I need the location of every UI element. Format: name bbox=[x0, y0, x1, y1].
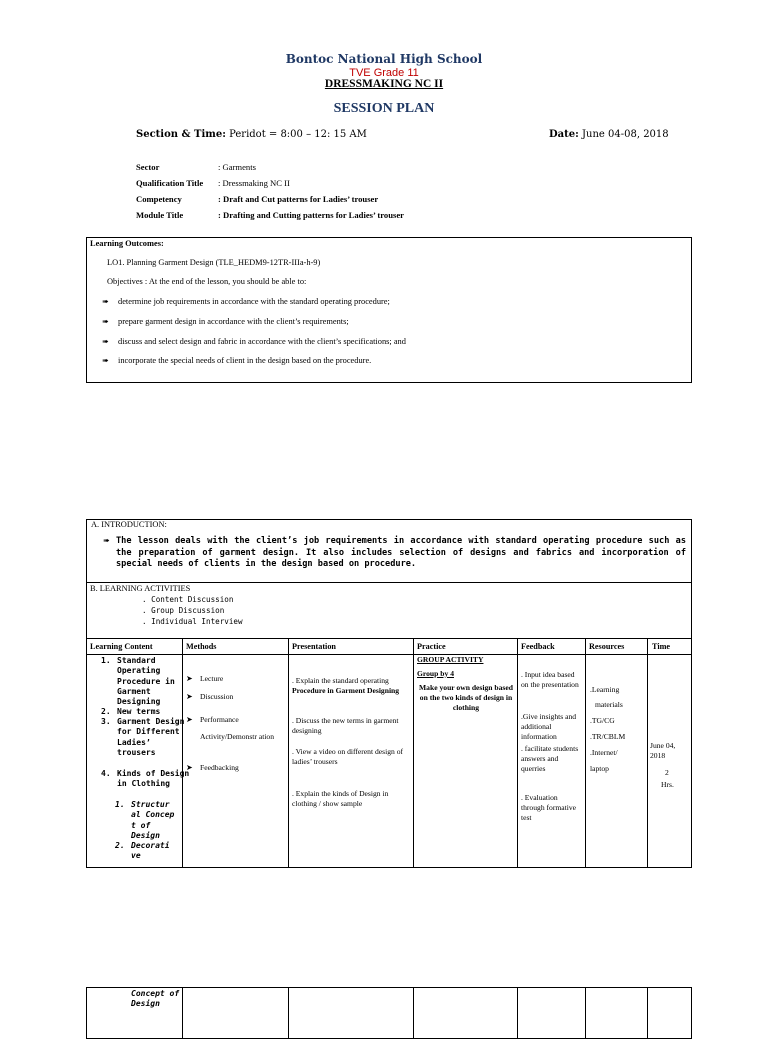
learning-outcome: LO1. Planning Garment Design (TLE_HEDM9-12TR-IIIa-h-9) bbox=[107, 258, 321, 267]
col-header: Resources bbox=[589, 642, 625, 651]
info-value: : Dressmaking NC II bbox=[218, 178, 290, 188]
resource-item: materials bbox=[595, 700, 623, 709]
divider bbox=[87, 582, 691, 583]
practice-title: GROUP ACTIVITY bbox=[417, 655, 484, 664]
info-value: : Drafting and Cutting patterns for Ladies’ trouser bbox=[218, 210, 404, 220]
resource-item: .TR/CBLM bbox=[590, 732, 626, 741]
info-key: Qualification Title bbox=[136, 178, 204, 188]
bullet-icon: ➠ bbox=[102, 356, 109, 365]
column-line bbox=[517, 638, 518, 867]
info-value: : Garments bbox=[218, 162, 256, 172]
bullet-icon: ➠ bbox=[102, 317, 109, 326]
activity-item: . Individual Interview bbox=[142, 617, 243, 626]
resource-item: .Internet/ bbox=[590, 748, 618, 757]
section-time bbox=[136, 129, 367, 140]
section-time-value: Peridot = 8:00 – 12: 15 AM bbox=[229, 129, 367, 140]
session-date bbox=[549, 129, 669, 140]
column-line bbox=[517, 988, 518, 1038]
objective-item: incorporate the special needs of client in the design based on the procedure. bbox=[118, 356, 372, 365]
bullet-icon: ➠ bbox=[102, 297, 109, 306]
column-line bbox=[647, 638, 648, 867]
bullet-icon: ➠ bbox=[102, 337, 109, 346]
practice-group: Group by 4 bbox=[417, 669, 454, 678]
activity-item: . Group Discussion bbox=[142, 606, 225, 615]
divider bbox=[87, 638, 691, 639]
arrow-icon: ➤ bbox=[186, 692, 193, 701]
introduction-text: The lesson deals with the client’s job requirements in accordance with standard operating procedure such as the preparation of garment design. It also includes selection of designs and fabrics and incorporation of special needs of clients in the design based on procedure. bbox=[116, 536, 686, 569]
objectives-intro: Objectives : At the end of the lesson, you should be able to: bbox=[107, 277, 307, 286]
introduction-heading: A. INTRODUCTION: bbox=[91, 520, 167, 529]
content-continued: Concept of Design bbox=[131, 989, 180, 1009]
grade-level: TVE Grade 11 bbox=[349, 67, 419, 79]
column-line bbox=[585, 988, 586, 1038]
col-header: Presentation bbox=[292, 642, 336, 651]
outcomes-heading: Learning Outcomes: bbox=[90, 239, 164, 248]
method-item: ➤ Lecture bbox=[186, 674, 224, 683]
presentation-item: . Discuss the new terms in garment designing bbox=[292, 716, 399, 736]
method-item: ➤ Feedbacking bbox=[186, 763, 239, 772]
col-header: Practice bbox=[417, 642, 446, 651]
method-item: ➤ Performance Activity/Demonstr ation bbox=[200, 711, 286, 745]
feedback-item: . Input idea based on the presentation bbox=[521, 670, 579, 690]
column-line bbox=[413, 988, 414, 1038]
activities-heading: B. LEARNING ACTIVITIES bbox=[90, 584, 191, 593]
resource-item: .TG/CG bbox=[590, 716, 615, 725]
time-unit: Hrs. bbox=[661, 780, 674, 789]
feedback-item: . Evaluation through formative test bbox=[521, 793, 577, 823]
arrow-icon: ➤ bbox=[186, 715, 193, 724]
practice-task: Make your own design based on the two kinds of design in clothing bbox=[419, 683, 513, 713]
activity-item: . Content Discussion bbox=[142, 595, 234, 604]
divider bbox=[87, 654, 691, 655]
course-title: DRESSMAKING NC II bbox=[324, 78, 444, 90]
feedback-item: . facilitate students answers and querries bbox=[521, 744, 579, 774]
info-key: Competency bbox=[136, 194, 182, 204]
column-line bbox=[647, 988, 648, 1038]
presentation-item: . View a video on different design of ladies’ trousers bbox=[292, 747, 404, 767]
col-header: Methods bbox=[186, 642, 217, 651]
resource-item: laptop bbox=[590, 764, 609, 773]
objective-item: prepare garment design in accordance with the client’s requirements; bbox=[118, 317, 349, 326]
presentation-item: . Explain the standard operating Procedure in Garment Designing bbox=[292, 676, 400, 696]
objective-item: discuss and select design and fabric in accordance with the client’s specifications; and bbox=[118, 337, 406, 346]
column-line bbox=[182, 988, 183, 1038]
continued-table bbox=[86, 987, 692, 1039]
resource-item: .Learning bbox=[590, 685, 620, 694]
col-header: Feedback bbox=[521, 642, 555, 651]
date-value: June 04-08, 2018 bbox=[582, 129, 669, 140]
column-line bbox=[288, 638, 289, 867]
column-line bbox=[413, 638, 414, 867]
column-line bbox=[288, 988, 289, 1038]
bullet-icon: ➠ bbox=[103, 536, 110, 545]
arrow-icon: ➤ bbox=[186, 674, 193, 683]
arrow-icon: ➤ bbox=[186, 763, 193, 772]
date-label: Date: bbox=[549, 129, 579, 140]
time-duration: 2 bbox=[665, 768, 669, 777]
section-time-label: Section & Time: bbox=[136, 129, 226, 140]
col-header: Learning Content bbox=[90, 642, 153, 651]
method-item: ➤ Discussion bbox=[186, 692, 234, 701]
info-key: Sector bbox=[136, 162, 160, 172]
time-date: June 04, 2018 bbox=[650, 741, 676, 761]
learning-outcomes-box bbox=[86, 237, 692, 383]
feedback-item: .Give insights and additional information bbox=[521, 712, 577, 742]
document-title: SESSION PLAN bbox=[333, 101, 435, 116]
objective-item: determine job requirements in accordance with the standard operating procedure; bbox=[118, 297, 390, 306]
info-value: : Draft and Cut patterns for Ladies’ trouser bbox=[218, 194, 379, 204]
column-line bbox=[585, 638, 586, 867]
session-table: A. INTRODUCTION: ➠ The lesson deals with the client’s job requirements in accordance with standard operating procedure such as the preparation of garment design. It also includes selection of designs and fabrics and incorporation of special needs of clients in the design based on procedure. B. LEARNING ACTIVITIES . Content Discussion . Group Discussion . Individual Interview Learning Content Methods Presentation Practice Feedback Resources Time 1. Standard Operating Procedure in Garment Designing 2. New terms 3. Garment Design for Different Ladies’ trousers 4. Kinds of Design in Clothing 1. Structur al Concep t of Design 2. Decorati ve ➤ Lecture ➤ Discussion ➤ Performance Activity/Demonstr ation ➤ Feedbacking . Explain the standard operating Procedure in Garment Designing . Discuss the new terms in garment designing . View a video on different design of ladies’ trousers . Explain the kinds of Design in clothing / show sample GROUP ACTIVITY Group by 4 Make your own design based on the two kinds of design in clothing . Input idea based on the presentation .Give insights and additional information . facilitate students answers and querries . Evaluation through formative test .Learning materials .TG/CG .TR/CBLM .Internet/ laptop June 04, 2018 2 Hrs. bbox=[86, 519, 692, 868]
presentation-item: . Explain the kinds of Design in clothing / show sample bbox=[292, 789, 389, 809]
school-name: Bontoc National High School bbox=[285, 52, 483, 66]
info-key: Module Title bbox=[136, 210, 184, 220]
col-header: Time bbox=[652, 642, 671, 651]
